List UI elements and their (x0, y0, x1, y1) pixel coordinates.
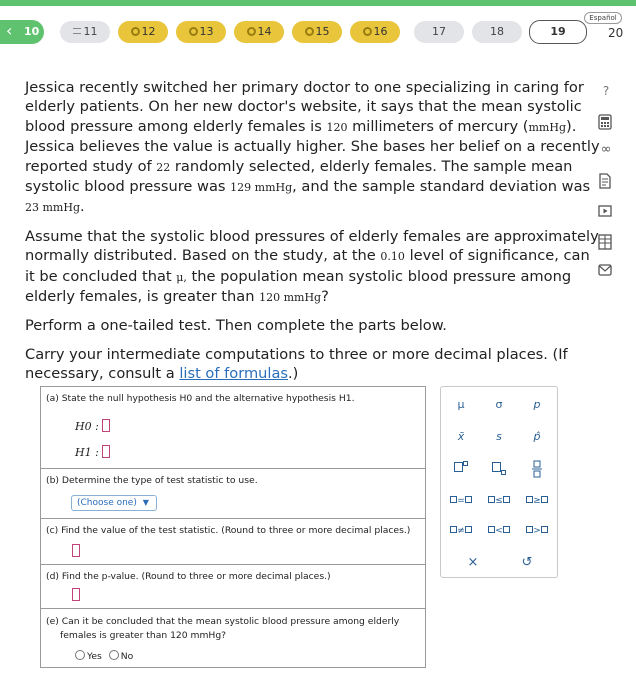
test-statistic-input[interactable] (72, 544, 80, 557)
part-b (41, 469, 425, 519)
symbol-palette (440, 386, 558, 578)
relation-symbol: ≥ (533, 496, 541, 506)
no-radio[interactable] (109, 650, 119, 660)
video-icon[interactable] (598, 204, 614, 220)
square-icon (503, 526, 510, 533)
question-label: 14 (257, 25, 272, 38)
unit: mmHg (528, 120, 566, 134)
question-label: 16 (373, 25, 388, 38)
problem-paragraph-1 (25, 78, 600, 218)
mu-symbol: μ, (176, 270, 187, 284)
p-hat-button[interactable]: p̂ (533, 430, 541, 443)
less-equal-button[interactable] (484, 491, 514, 511)
conclusion-radio-group (75, 650, 133, 662)
h1-input[interactable] (102, 445, 110, 458)
sample-mean-value: 129 mmHg (230, 181, 293, 195)
square-icon (454, 462, 463, 472)
greater-equal-button[interactable] (522, 491, 552, 511)
answer-table (40, 386, 426, 668)
top-accent-bar (0, 0, 636, 6)
clear-button[interactable]: × (467, 555, 479, 570)
previous-question-number: 10 (24, 25, 40, 38)
relation-symbol: < (495, 526, 503, 536)
part-d (41, 565, 425, 609)
part-a-title: (a) State the null hypothesis H0 and the alternative hypothesis H1. (46, 393, 355, 404)
text: Assume that the systolic blood pressures of elderly females are approximately normally distributed. Based on the study, at the (25, 227, 599, 265)
part-c (41, 519, 425, 565)
relation-symbol: > (533, 526, 541, 536)
problem-paragraph-4 (25, 345, 600, 384)
part-e-line-1: (e) Can it be concluded that the mean systolic blood pressure among elderly (46, 616, 400, 627)
done-icon (189, 27, 198, 36)
yes-radio[interactable] (75, 650, 85, 660)
done-icon (247, 27, 256, 36)
part-e-title (46, 615, 399, 643)
subscript-button[interactable] (484, 459, 514, 479)
problem-paragraph-2 (25, 227, 600, 308)
text: ). Jessica believes the value is actually higher. She bases her belief on a recently reported study of (25, 117, 600, 175)
question-17[interactable] (414, 21, 464, 43)
h1-label: H1 : (75, 446, 99, 459)
square-icon (465, 526, 472, 533)
question-19-current[interactable] (529, 20, 587, 44)
email-icon[interactable] (598, 263, 614, 279)
done-icon (131, 27, 140, 36)
square-icon (503, 496, 510, 503)
infinity-link-icon[interactable]: ∞ (600, 142, 612, 157)
alternative-hypothesis-row (75, 445, 110, 459)
problem-paragraph-3: Perform a one-tailed test. Then complete the parts below. (25, 317, 447, 335)
x-bar-button[interactable]: x̄ (457, 430, 465, 443)
p-value-input[interactable] (72, 588, 80, 601)
select-value: (Choose one) (77, 498, 137, 508)
significance-level-value: 0.10 (380, 250, 405, 264)
problem-statement (25, 78, 600, 393)
relation-symbol: ≠ (457, 526, 465, 536)
help-icon[interactable]: ? (602, 84, 610, 98)
text: randomly selected, elderly females. The sample mean systolic blood pressure was (25, 157, 573, 196)
equals-button[interactable] (446, 491, 476, 511)
table-icon[interactable] (598, 234, 614, 250)
question-18[interactable] (472, 21, 522, 43)
text: .) (288, 365, 299, 383)
document-icon[interactable] (598, 173, 614, 189)
s-button[interactable]: s (496, 430, 502, 443)
text: the population mean systolic blood pressure among elderly females, is greater than (25, 267, 572, 306)
text: level of significance, can it be concluded that (25, 247, 590, 285)
part-c-title: (c) Find the value of the test statistic. (Round to three or more decimal places.) (46, 525, 411, 536)
question-11[interactable] (60, 21, 110, 43)
p-button[interactable]: p (533, 398, 541, 411)
question-label: 11 (83, 25, 98, 38)
text: . (80, 198, 85, 216)
h0-input[interactable] (102, 419, 110, 432)
text: ? (321, 288, 329, 306)
no-label: No (120, 651, 134, 662)
fraction-button[interactable] (522, 459, 552, 479)
mu-button[interactable]: μ (457, 398, 465, 411)
part-e (41, 609, 425, 667)
dropdown-arrow-icon: ▼ (142, 498, 149, 507)
relation-symbol: = (457, 496, 465, 506)
done-icon (305, 27, 314, 36)
square-icon (492, 462, 501, 472)
done-icon (363, 27, 372, 36)
not-equal-button[interactable] (446, 521, 476, 541)
calculator-icon[interactable] (598, 114, 614, 130)
text: , and the sample standard deviation was (292, 178, 591, 196)
square-icon (541, 526, 548, 533)
chevron-left-icon: ‹ (6, 21, 13, 40)
less-than-button[interactable] (484, 521, 514, 541)
question-navigation (0, 18, 636, 46)
sample-sd-value: 23 mmHg (25, 201, 80, 215)
square-icon (501, 470, 506, 475)
greater-than-button[interactable] (522, 521, 552, 541)
question-label: 12 (141, 25, 156, 38)
superscript-button[interactable] (446, 459, 476, 479)
sigma-button[interactable]: σ (495, 398, 503, 411)
question-13[interactable] (176, 21, 226, 43)
part-b-title: (b) Determine the type of test statistic to use. (46, 475, 258, 486)
sample-size-value: 22 (156, 160, 171, 174)
relation-symbol: ≤ (495, 496, 503, 506)
part-e-line-2: females is greater than 120 mmHg? (60, 630, 227, 641)
question-15[interactable] (292, 21, 342, 43)
population-mean-value: 120 (326, 120, 348, 134)
null-hypothesis-row (75, 419, 110, 433)
text: Jessica recently switched her primary doctor to one specializing in caring for elderly patients. On her new doctor's website, it says that the mean systolic blood pressure among elderly females is (25, 79, 584, 135)
square-icon (541, 496, 548, 503)
question-label: 19 (550, 25, 566, 38)
question-label: 15 (315, 25, 330, 38)
question-label: 18 (490, 25, 504, 38)
square-icon (463, 461, 468, 466)
h0-label: H0 : (75, 420, 99, 433)
partial-icon (73, 28, 81, 34)
list-of-formulas-link[interactable]: list of formulas (179, 365, 289, 383)
text: Carry your intermediate computations to three or more decimal places. (If necessary, consult a (25, 345, 568, 383)
question-label: 13 (199, 25, 214, 38)
undo-button[interactable]: ↺ (521, 555, 533, 570)
part-d-title: (d) Find the p-value. (Round to three or more decimal places.) (46, 571, 331, 582)
question-20[interactable]: 20 (608, 26, 624, 40)
previous-question-button[interactable] (0, 20, 44, 44)
text: millimeters of mercury ( (352, 117, 529, 135)
yes-label: Yes (87, 651, 102, 662)
question-14[interactable] (234, 21, 284, 43)
test-statistic-type-select[interactable] (71, 495, 157, 511)
question-12[interactable] (118, 21, 168, 43)
question-16[interactable] (350, 21, 400, 43)
espanol-toggle[interactable]: Español (584, 12, 622, 24)
hypothesized-mean-value: 120 mmHg (259, 291, 322, 305)
part-a (41, 387, 425, 469)
square-icon (465, 496, 472, 503)
question-label: 17 (432, 25, 446, 38)
